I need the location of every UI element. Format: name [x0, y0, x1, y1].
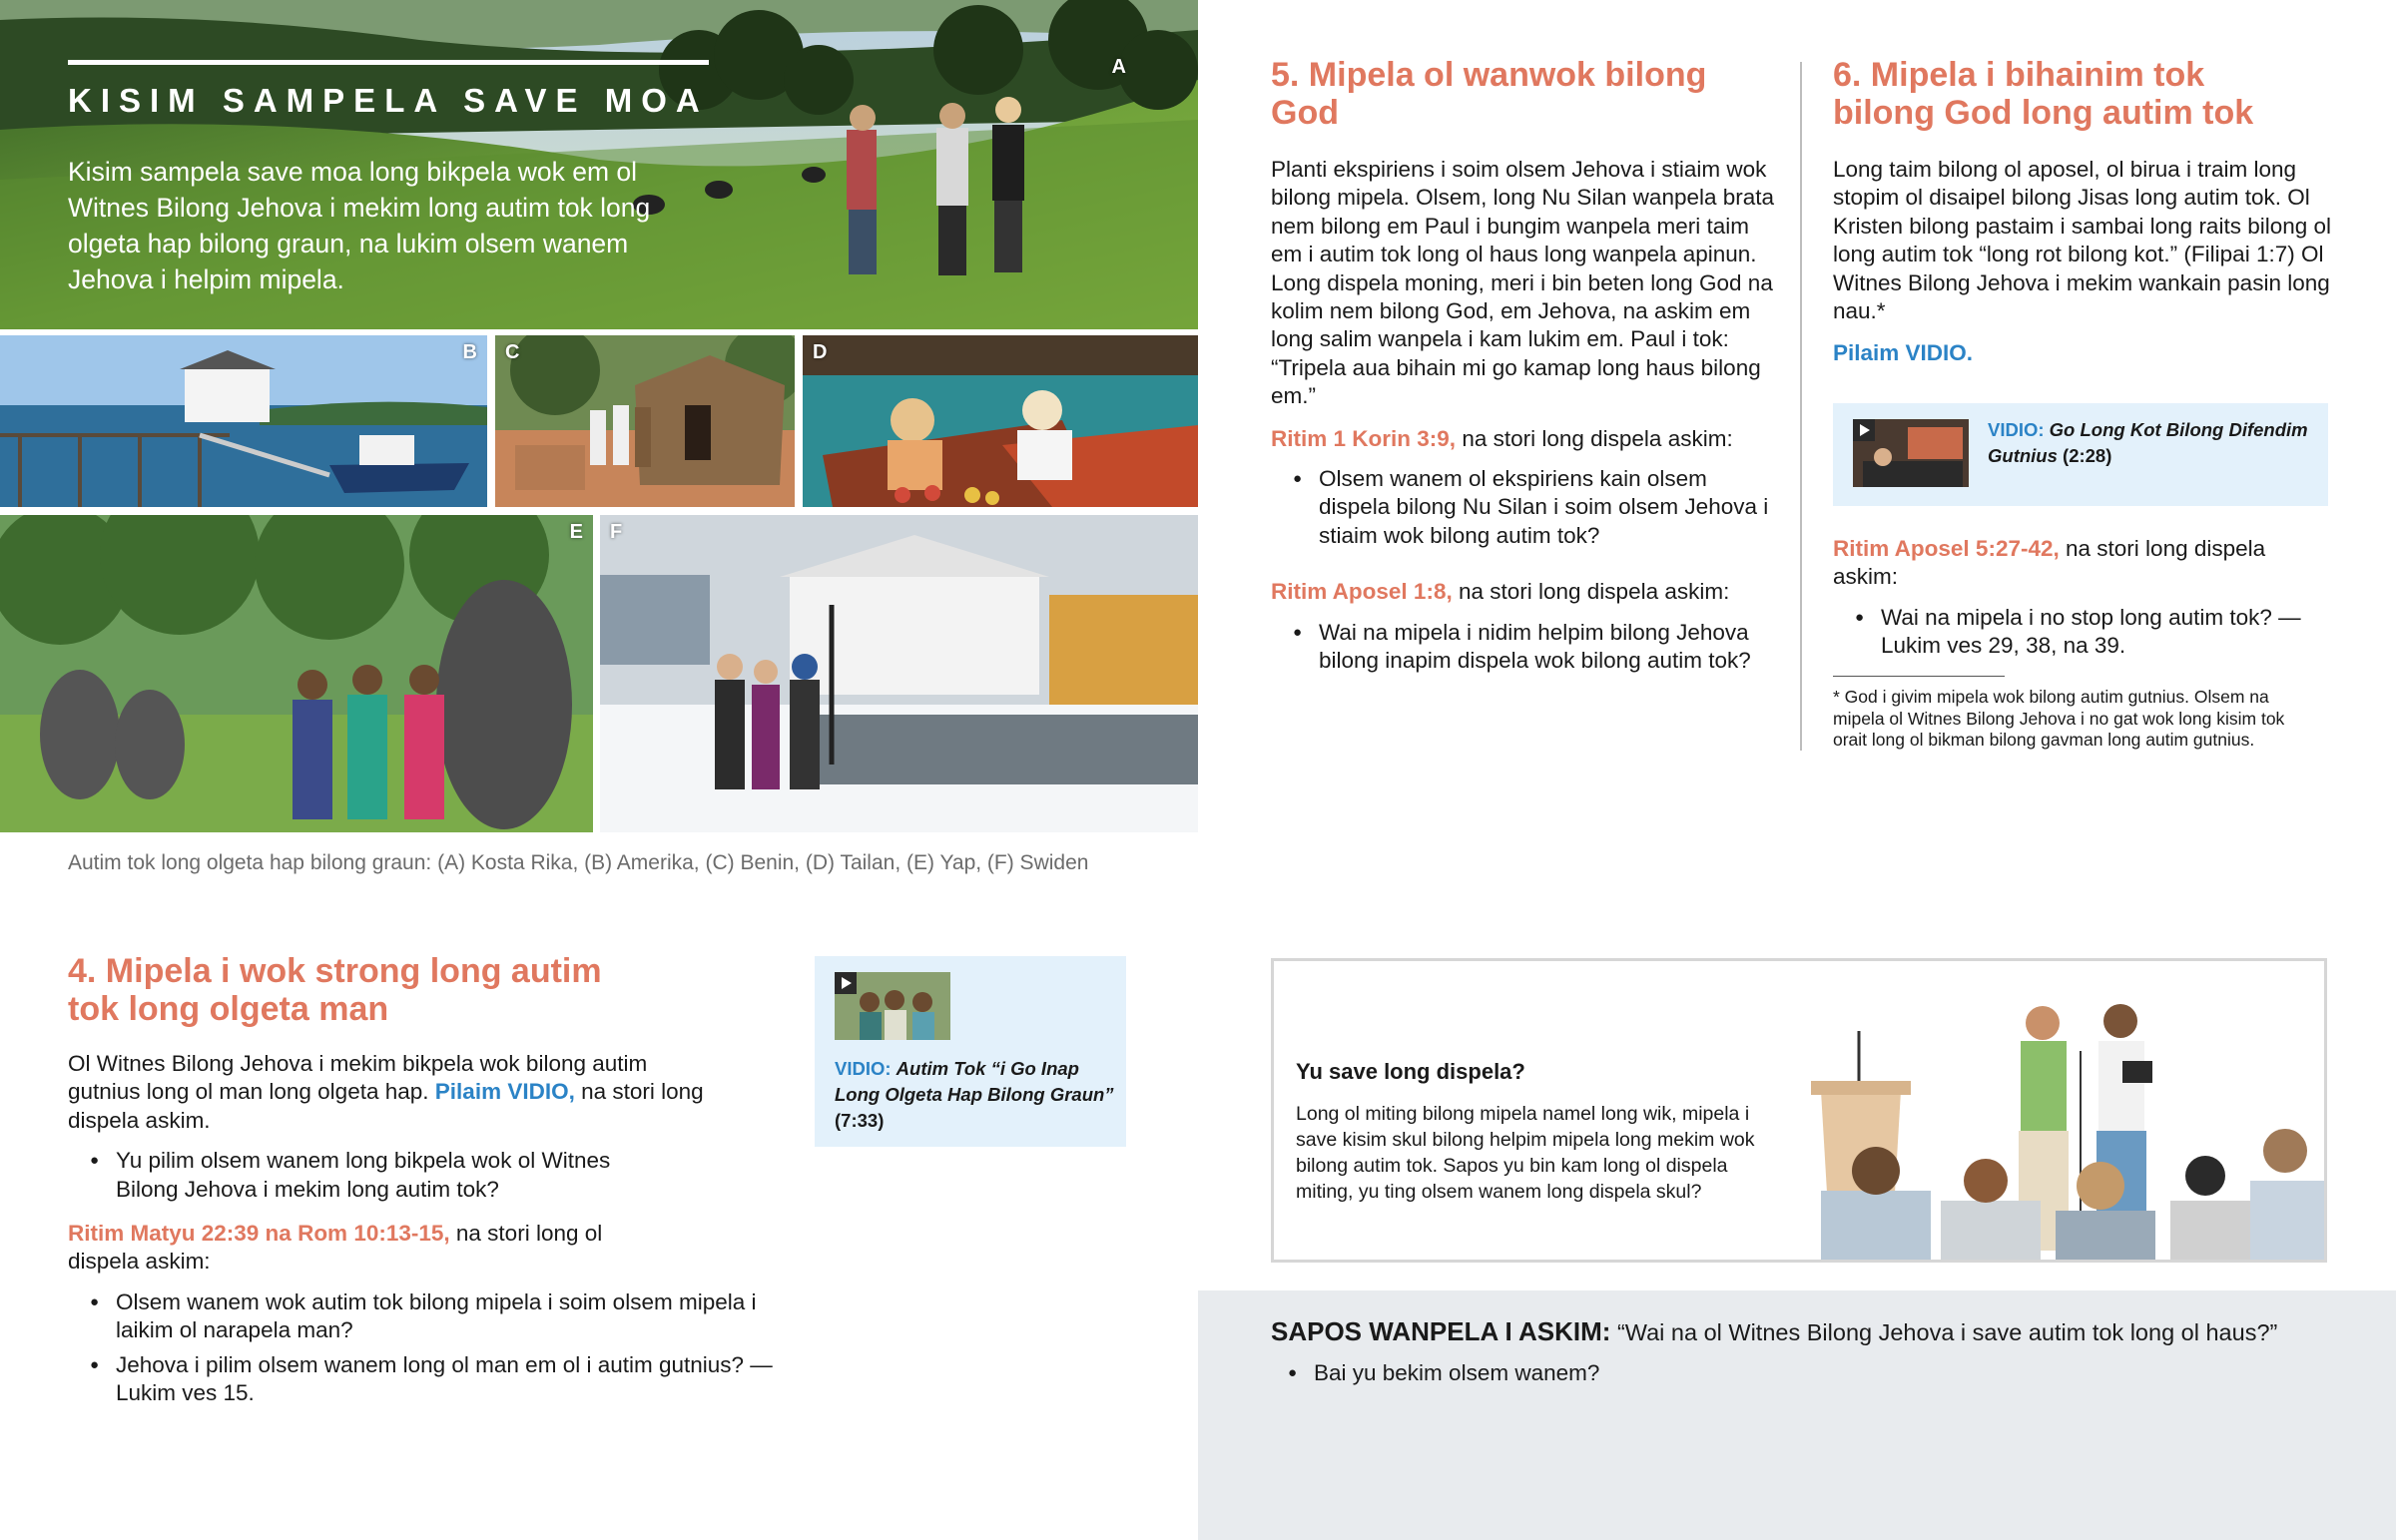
- if-someone-asks-band: [1198, 1290, 2396, 1540]
- video-box-go-long-kot[interactable]: [1833, 403, 2328, 506]
- footnote-rule: [1833, 676, 2005, 677]
- section-5-question-list-1: [1271, 465, 1780, 550]
- video-thumbnail[interactable]: [835, 972, 950, 1040]
- section-4-paragraph-text: Ol Witnes Bilong Jehova i mekim bikpela wok bilong autim gutnius long ol man long olgeta hap.: [68, 1051, 648, 1105]
- photo-america: [0, 335, 487, 507]
- did-you-know-box: [1271, 958, 2327, 1263]
- section-5-reading-1-tail: na stori long dispela askim:: [1462, 425, 1733, 451]
- video-title[interactable]: Autim Tok “i Go Inap Long Olgeta Hap Bilong Graun”: [835, 1058, 1114, 1105]
- did-you-know-text: Long ol miting bilong mipela namel long wik, mipela i save kisim skul bilong helpim mipela long mekim wok bilong autim tok. Sapos yu bin kam long ol dispela miting, yu ting olsem wanem long dispela skul?: [1296, 1103, 1755, 1203]
- if-someone-asks-line: [1271, 1316, 2379, 1347]
- section-4-question-list: [68, 1147, 627, 1204]
- photo-label-c: C: [505, 341, 520, 363]
- video-label: VIDIO:: [835, 1058, 892, 1079]
- section-4-paragraph: [68, 1050, 707, 1135]
- section-5-reading-1: [1271, 425, 1780, 453]
- section-6: [1833, 56, 2332, 368]
- did-you-know-heading: Yu save long dispela?: [1296, 1059, 1525, 1084]
- hero-title-rule: [68, 60, 709, 65]
- play-video-link[interactable]: Pilaim VIDIO.: [1833, 340, 1974, 366]
- section-4-question-3: ● Jehova i pilim olsem wanem long ol man em ol i autim gutnius? —Lukim ves 15.: [68, 1351, 787, 1408]
- if-someone-asks-label: SAPOS WANPELA I ASKIM:: [1271, 1316, 1611, 1346]
- section-4-reading-tail: na stori long ol dispela askim:: [68, 1221, 603, 1275]
- section-6-question-list: [1833, 604, 2332, 661]
- play-video-link[interactable]: Pilaim VIDIO,: [434, 1079, 575, 1105]
- video-caption: [835, 1056, 1114, 1134]
- hero-intro-text: Kisim sampela save moa long bikpela wok em ol Witnes Bilong Jehova i mekim long autim tok long olgeta hap bilong graun, na lukim olsem wanem Jehova i helpim mipela.: [68, 157, 651, 294]
- section-4-paragraph-tail: na stori long dispela askim.: [68, 1079, 704, 1133]
- section-4-question-1: ● Yu pilim olsem wanem long bikpela wok ol Witnes Bilong Jehova i mekim long autim tok?: [68, 1147, 627, 1204]
- video-title[interactable]: Go Long Kot Bilong Difendim Gutnius: [1988, 419, 2308, 466]
- if-someone-asks-list: [1266, 1359, 2065, 1387]
- play-icon[interactable]: [1853, 419, 1875, 441]
- section-4-reading: [68, 1220, 627, 1277]
- video-length: (7:33): [835, 1110, 885, 1131]
- video-length: (2:28): [2063, 445, 2112, 466]
- section-4: [68, 952, 773, 1407]
- video-label: VIDIO:: [1988, 419, 2045, 440]
- section-6-question-1: ● Wai na mipela i no stop long autim tok? —Lukim ves 29, 38, na 39.: [1833, 604, 2332, 661]
- photo-yap: [0, 515, 593, 832]
- section-4-question-2: ● Olsem wanem wok autim tok bilong mipela i soim olsem mipela i laikim ol narapela man?: [68, 1288, 787, 1345]
- if-someone-asks-bullet: ● Bai yu bekim olsem wanem?: [1266, 1359, 2065, 1387]
- photo-sweden: [600, 515, 1198, 832]
- section-6-reading-tail: na stori long dispela askim:: [1833, 536, 2266, 590]
- section-4-question-list-2: [68, 1288, 787, 1408]
- meeting-illustration: [1781, 971, 2324, 1261]
- section-6-heading: 6. Mipela i bihainim tok bilong God long autim tok: [1833, 56, 2254, 132]
- photo-label-a: A: [1111, 56, 1126, 78]
- section-5-heading: 5. Mipela ol wanwok bilong God: [1271, 56, 1707, 132]
- section-5-question-2: ● Wai na mipela i nidim helpim bilong Jehova bilong inapim dispela wok bilong autim tok?: [1271, 619, 1780, 676]
- section-5: [1271, 56, 1780, 676]
- footnote: * God i givim mipela wok bilong autim gutnius. Olsem na mipela ol Witnes Bilong Jehova i no gat wok long kisim tok orait long ol bikman bilong gavman long autim gutnius.: [1833, 687, 2285, 750]
- photo-caption: Autim tok long olgeta hap bilong graun: (A) Kosta Rika, (B) Amerika, (C) Benin, (D) Tailan, (E) Yap, (F) Swiden: [68, 851, 1089, 874]
- scripture-reference[interactable]: Ritim Aposel 1:8,: [1271, 579, 1453, 605]
- section-5-reading-2-tail: na stori long dispela askim:: [1458, 579, 1730, 605]
- section-5-paragraph: Planti ekspiriens i soim olsem Jehova i stiaim wok bilong mipela. Olsem, long Nu Silan wanpela brata nem bilong em Paul i bungim wanpela meri taim em i autim tok long ol haus long wanpela apinun. Long dispela moning, meri i bin beten long God na kolim nem bilong God, em Jehova, na askim em long salim wanpela i kam lukim em. Paul i tok: “Tripela aua bihain mi go kamap long haus bilong em.”: [1271, 157, 1775, 409]
- section-6-paragraph: Long taim bilong ol aposel, ol birua i traim long stopim ol disaipel bilong Jisas long autim tok. Ol Kristen bilong pastaim i sambai long raits bilong ol long autim tok “long rot bilong kot.” (Filipai 1:7) Ol Witnes Bilong Jehova i mekim wankain pasin long nau.*: [1833, 157, 2332, 324]
- section-6-reading: [1833, 535, 2332, 592]
- video-thumbnail[interactable]: [1853, 419, 1969, 487]
- video-caption: [1988, 417, 2317, 469]
- if-someone-asks-question: “Wai na ol Witnes Bilong Jehova i save autim tok long ol haus?”: [1616, 1319, 2278, 1345]
- section-4-heading: 4. Mipela i wok strong long autim tok long olgeta man: [68, 952, 602, 1028]
- photo-thailand: [803, 335, 1198, 507]
- photo-benin: [495, 335, 795, 507]
- play-icon[interactable]: [835, 972, 857, 994]
- hero-title: KISIM SAMPELA SAVE MOA: [68, 82, 709, 119]
- video-box-autim-tok[interactable]: [815, 956, 1126, 1147]
- section-5-question-1: ● Olsem wanem ol ekspiriens kain olsem dispela bilong Nu Silan i soim olsem Jehova i stiaim wok bilong autim tok?: [1271, 465, 1780, 550]
- photo-label-b: B: [462, 341, 477, 363]
- hero-photo-costa-rica: [0, 0, 1198, 329]
- section-6-lower: [1833, 535, 2332, 661]
- photo-label-f: F: [610, 521, 623, 543]
- section-5-reading-2: [1271, 578, 1780, 606]
- scripture-reference[interactable]: Ritim Aposel 5:27-42,: [1833, 536, 2060, 561]
- photo-label-e: E: [569, 521, 583, 543]
- scripture-reference[interactable]: Ritim 1 Korin 3:9,: [1271, 425, 1457, 451]
- column-divider: [1800, 62, 1802, 751]
- photo-label-d: D: [813, 341, 828, 363]
- scripture-reference[interactable]: Ritim Matyu 22:39 na Rom 10:13-15,: [68, 1221, 450, 1247]
- section-5-question-list-2: [1271, 619, 1780, 676]
